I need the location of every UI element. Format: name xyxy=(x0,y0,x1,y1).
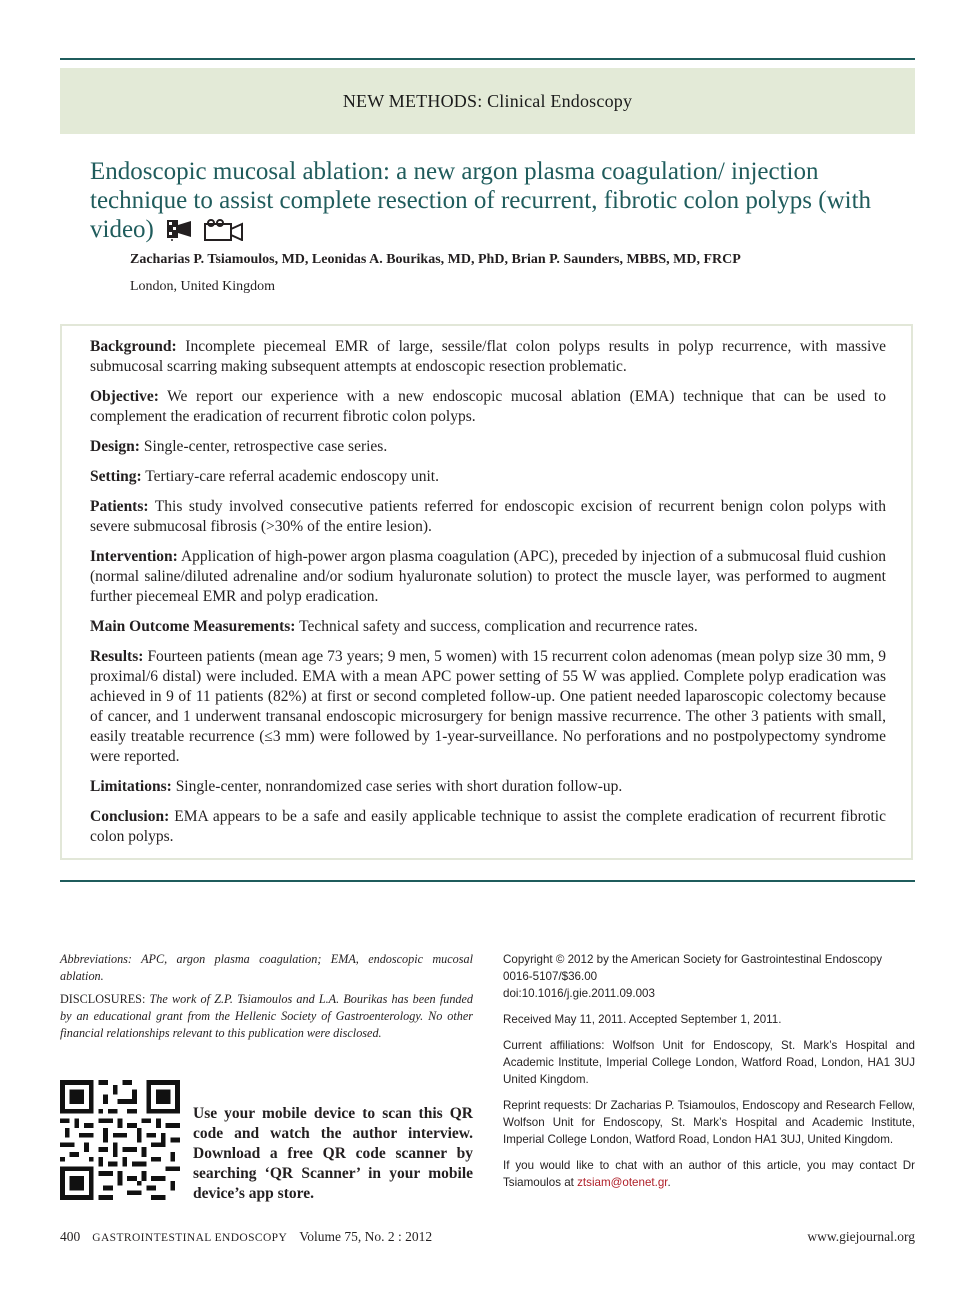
top-rule xyxy=(60,58,915,60)
footer-left xyxy=(60,1229,432,1245)
qr-code-icon[interactable] xyxy=(60,1080,180,1200)
article-title-text: Endoscopic mucosal ablation: a new argon plasma coagulation/ injection technique to assist complete resection of recurrent, fibrotic colon polyps (with video) xyxy=(90,158,872,243)
page-number: 400 xyxy=(60,1229,81,1244)
footnotes-right xyxy=(503,951,915,1200)
abstract-limitations: Limitations: Single-center, nonrandomized case series with short duration follow-up. xyxy=(90,778,623,795)
section-header-text: NEW METHODS: Clinical Endoscopy xyxy=(342,90,633,111)
journal-name: GASTROINTESTINAL ENDOSCOPY xyxy=(92,1232,288,1244)
disclosures: DISCLOSURES: The work of Z.P. Tsiamoulos and L.A. Bourikas has been funded by an educational grant from the Hellenic Society of Gastroenterology. No other financial relationships relevant to this publication were disclosed. xyxy=(60,992,474,1040)
footer-separator: : xyxy=(397,1229,402,1244)
abstract-results: Results: Fourteen patients (mean age 73 years; 9 men, 5 women) with 15 recurrent colon adenomas (mean polyp size 30 mm, 9 proximal/6 distal) were included. EMA with a mean APC power setting of 55 W was applied. Complete polyp eradication was achieved in 9 of 11 patients (82%) at first or second completed follow-up. One patient needed laparoscopic colectomy because of cancer, and 1 underwent transanal endoscopic microsurgery for benign massive recurrence. The other 3 patients with small, easily treatable recurrence (≤3 mm) were followed by 1-year-surveillance. No perforations and no postpolypectomy syndrome were reported. xyxy=(90,648,886,765)
author-location: London, United Kingdom xyxy=(130,279,276,294)
footnotes-left xyxy=(60,951,473,1048)
page-footer xyxy=(60,1229,915,1245)
abstract-objective: Objective: We report our experience with a new endoscopic mucosal ablation (EMA) technique that can be used to complement the eradication of recurrent fibrotic colon polyps. xyxy=(90,388,886,425)
article-title xyxy=(90,157,910,248)
abstract-intervention: Intervention: Application of high-power argon plasma coagulation (APC), preceded by injection of a submucosal fluid cushion (normal saline/diluted adrenaline and/or sodium hyaluronate solution) to protect the muscle layer, was performed to augment further piecemeal EMR and polyp eradication. xyxy=(90,548,886,605)
abbreviations: Abbreviations: APC, argon plasma coagulation; EMA, endoscopic mucosal ablation. xyxy=(60,952,473,983)
current-affiliations: Current affiliations: Wolfson Unit for Endoscopy, St. Mark’s Hospital and Academic Institute, Imperial College London, Watford Road, London, HA1 3UJ United Kingdom. xyxy=(503,1039,915,1086)
journal-url[interactable]: www.giejournal.org xyxy=(807,1229,915,1244)
received-dates: Received May 11, 2011. Accepted September 1, 2011. xyxy=(503,1013,782,1026)
abstract xyxy=(90,337,886,857)
author-email-link[interactable]: ztsiam@otenet.gr xyxy=(577,1176,668,1189)
doi[interactable]: doi:10.1016/j.gie.2011.09.003 xyxy=(503,987,655,1000)
abstract-outcomes: Main Outcome Measurements: Technical safety and success, complication and recurrence rates. xyxy=(90,618,698,635)
video-camera-icon[interactable] xyxy=(204,219,244,248)
copyright: Copyright © 2012 by the American Society for Gastrointestinal Endoscopy xyxy=(503,953,883,966)
abstract-patients: Patients: This study involved consecutive patients referred for endoscopic excision of recurrent benign colon polyps with severe submucosal fibrosis (>30% of the entire lesion). xyxy=(90,498,886,535)
abstract-background: Background: Incomplete piecemeal EMR of large, sessile/flat colon polyps results in polyp recurrence, with massive submucosal scarring making subsequent attempts at endoscopic resection problematic. xyxy=(90,338,886,375)
author-contact: If you would like to chat with an author of this article, you may contact Dr Tsiamoulos at ztsiam@otenet.gr. xyxy=(503,1159,915,1189)
issn: 0016-5107/$36.00 xyxy=(503,970,598,983)
section-header xyxy=(60,68,915,134)
reprint-requests: Reprint requests: Dr Zacharias P. Tsiamoulos, Endoscopy and Research Fellow, Wolfson Unit for Endoscopy, St. Mark’s Hospital and Academic Institute, Imperial College London, Watford Road, London HA1 3UJ, United Kingdom. xyxy=(503,1099,915,1146)
year: 2012 xyxy=(405,1229,433,1244)
abstract-conclusion: Conclusion: EMA appears to be a safe and easily applicable technique to assist the complete eradication of recurrent fibrotic colon polyps. xyxy=(90,808,886,845)
abstract-design: Design: Single-center, retrospective case series. xyxy=(90,438,388,455)
middle-rule xyxy=(60,880,915,882)
qr-instructions: Use your mobile device to scan this QR code and watch the author interview. Download a free QR code scanner by searching ‘QR Scanner’ in your mobile device’s app store. xyxy=(193,1105,473,1202)
abstract-setting: Setting: Tertiary-care referral academic endoscopy unit. xyxy=(90,468,439,485)
qr-video-icon[interactable] xyxy=(166,219,192,248)
volume-issue: Volume 75, No. 2 xyxy=(299,1229,395,1244)
author-list: Zacharias P. Tsiamoulos, MD, Leonidas A. Bourikas, MD, PhD, Brian P. Saunders, MBBS, MD, FRCP xyxy=(130,252,741,267)
